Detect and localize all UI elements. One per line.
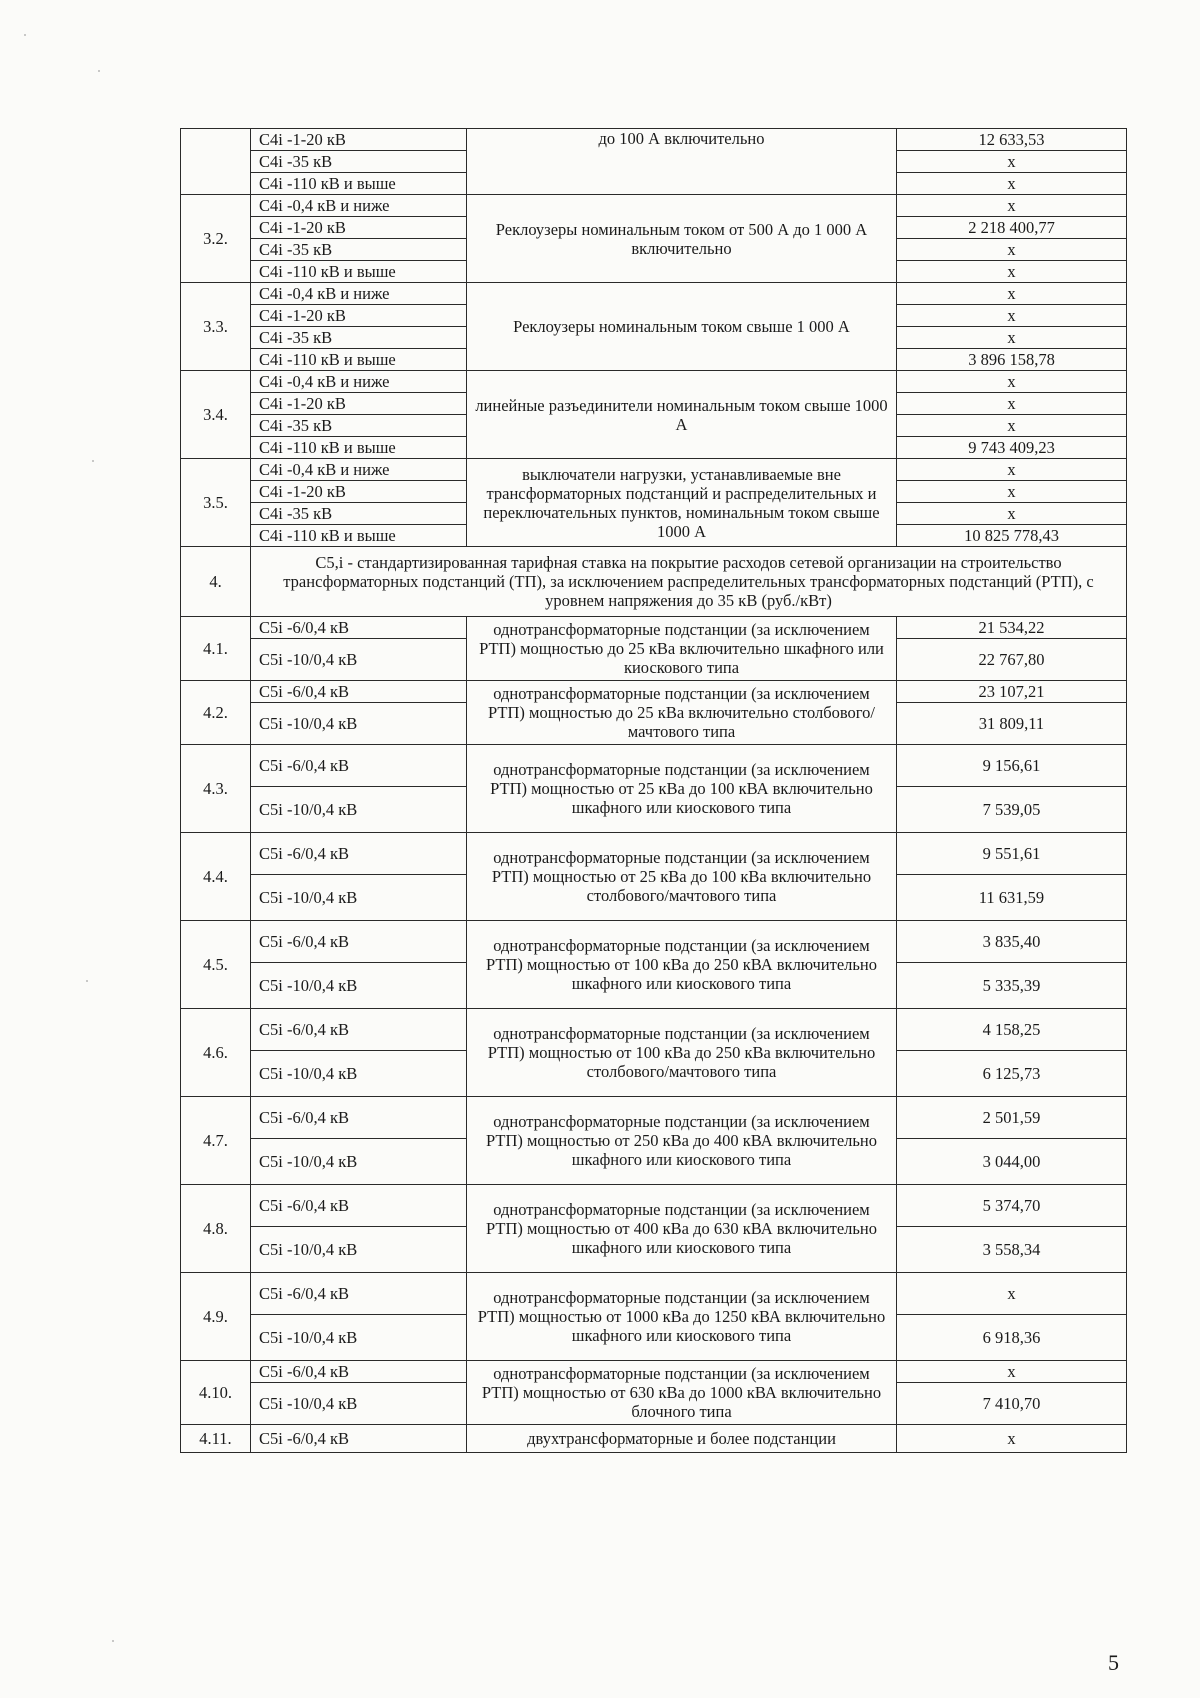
rate-value-cell: x bbox=[897, 1273, 1127, 1315]
table-row bbox=[181, 1425, 1127, 1453]
description-cell: однотрансформаторные подстанции (за исключением РТП) мощностью до 25 кВа включительно шкафного или киоскового типа bbox=[467, 617, 897, 681]
rate-value-cell: 2 501,59 bbox=[897, 1097, 1127, 1139]
voltage-level-cell: C4i -35 кВ bbox=[251, 503, 467, 525]
rate-value-cell: 22 767,80 bbox=[897, 639, 1127, 681]
voltage-level-cell: C4i -0,4 кВ и ниже bbox=[251, 371, 467, 393]
voltage-level-cell: C5i -6/0,4 кВ bbox=[251, 745, 467, 787]
rate-value-cell: 5 374,70 bbox=[897, 1185, 1127, 1227]
table-row bbox=[181, 617, 1127, 639]
voltage-level-cell: C5i -10/0,4 кВ bbox=[251, 1227, 467, 1273]
row-number-cell: 4. bbox=[181, 547, 251, 617]
description-cell: однотрансформаторные подстанции (за исключением РТП) мощностью от 25 кВа до 100 кВА включительно шкафного или киоскового типа bbox=[467, 745, 897, 833]
rate-value-cell: 5 335,39 bbox=[897, 963, 1127, 1009]
rate-value-cell: x bbox=[897, 305, 1127, 327]
voltage-level-cell: C4i -110 кВ и выше bbox=[251, 173, 467, 195]
rate-value-cell: 9 551,61 bbox=[897, 833, 1127, 875]
scan-speck bbox=[112, 1640, 114, 1642]
table-row bbox=[181, 1097, 1127, 1139]
row-number-cell: 3.2. bbox=[181, 195, 251, 283]
voltage-level-cell: C5i -6/0,4 кВ bbox=[251, 833, 467, 875]
table-row bbox=[181, 833, 1127, 875]
voltage-level-cell: C4i -35 кВ bbox=[251, 151, 467, 173]
rate-value-cell: 12 633,53 bbox=[897, 129, 1127, 151]
table-row bbox=[181, 129, 1127, 151]
rate-value-cell: x bbox=[897, 393, 1127, 415]
rate-value-cell: x bbox=[897, 327, 1127, 349]
rate-value-cell: x bbox=[897, 503, 1127, 525]
voltage-level-cell: C4i -1-20 кВ bbox=[251, 305, 467, 327]
voltage-level-cell: C5i -10/0,4 кВ bbox=[251, 787, 467, 833]
rate-value-cell: 9 743 409,23 bbox=[897, 437, 1127, 459]
row-number-cell: 4.7. bbox=[181, 1097, 251, 1185]
table-row bbox=[181, 921, 1127, 963]
row-number-cell bbox=[181, 129, 251, 195]
voltage-level-cell: C4i -110 кВ и выше bbox=[251, 349, 467, 371]
description-cell: однотрансформаторные подстанции (за исключением РТП) мощностью от 100 кВа до 250 кВА включительно шкафного или киоскового типа bbox=[467, 921, 897, 1009]
description-cell: однотрансформаторные подстанции (за исключением РТП) мощностью от 400 кВа до 630 кВА включительно шкафного или киоскового типа bbox=[467, 1185, 897, 1273]
voltage-level-cell: C4i -35 кВ bbox=[251, 239, 467, 261]
voltage-level-cell: C4i -110 кВ и выше bbox=[251, 525, 467, 547]
scan-speck bbox=[24, 34, 26, 36]
row-number-cell: 3.3. bbox=[181, 283, 251, 371]
description-cell: Реклоузеры номинальным током свыше 1 000 А bbox=[467, 283, 897, 371]
voltage-level-cell: C4i -110 кВ и выше bbox=[251, 261, 467, 283]
voltage-level-cell: C5i -6/0,4 кВ bbox=[251, 681, 467, 703]
row-number-cell: 4.4. bbox=[181, 833, 251, 921]
voltage-level-cell: C5i -10/0,4 кВ bbox=[251, 1315, 467, 1361]
description-cell: однотрансформаторные подстанции (за исключением РТП) мощностью от 100 кВа до 250 кВа включительно столбового/мачтового типа bbox=[467, 1009, 897, 1097]
voltage-level-cell: C4i -0,4 кВ и ниже bbox=[251, 283, 467, 305]
description-cell: однотрансформаторные подстанции (за исключением РТП) мощностью от 250 кВа до 400 кВА включительно шкафного или киоскового типа bbox=[467, 1097, 897, 1185]
voltage-level-cell: C5i -6/0,4 кВ bbox=[251, 617, 467, 639]
rate-value-cell: x bbox=[897, 459, 1127, 481]
voltage-level-cell: C5i -6/0,4 кВ bbox=[251, 1273, 467, 1315]
description-cell: линейные разъединители номинальным током свыше 1000 А bbox=[467, 371, 897, 459]
voltage-level-cell: C4i -0,4 кВ и ниже bbox=[251, 195, 467, 217]
table-row bbox=[181, 745, 1127, 787]
description-cell: однотрансформаторные подстанции (за исключением РТП) мощностью от 25 кВа до 100 кВа включительно столбового/мачтового типа bbox=[467, 833, 897, 921]
description-cell: до 100 А включительно bbox=[467, 129, 897, 195]
voltage-level-cell: C5i -10/0,4 кВ bbox=[251, 1383, 467, 1425]
voltage-level-cell: C4i -35 кВ bbox=[251, 415, 467, 437]
rate-value-cell: 7 410,70 bbox=[897, 1383, 1127, 1425]
section-header-row bbox=[181, 547, 1127, 617]
rate-value-cell: 31 809,11 bbox=[897, 703, 1127, 745]
rate-value-cell: x bbox=[897, 173, 1127, 195]
rate-value-cell: 2 218 400,77 bbox=[897, 217, 1127, 239]
table-row bbox=[181, 371, 1127, 393]
table-row bbox=[181, 283, 1127, 305]
scan-speck bbox=[98, 70, 100, 72]
rate-value-cell: 6 918,36 bbox=[897, 1315, 1127, 1361]
voltage-level-cell: C4i -35 кВ bbox=[251, 327, 467, 349]
table-row bbox=[181, 195, 1127, 217]
tariff-table bbox=[180, 128, 1127, 1453]
voltage-level-cell: C5i -6/0,4 кВ bbox=[251, 1361, 467, 1383]
rate-value-cell: 6 125,73 bbox=[897, 1051, 1127, 1097]
rate-value-cell: 21 534,22 bbox=[897, 617, 1127, 639]
row-number-cell: 4.3. bbox=[181, 745, 251, 833]
voltage-level-cell: C5i -6/0,4 кВ bbox=[251, 1009, 467, 1051]
voltage-level-cell: C4i -1-20 кВ bbox=[251, 129, 467, 151]
rate-value-cell: 10 825 778,43 bbox=[897, 525, 1127, 547]
rate-value-cell: x bbox=[897, 1425, 1127, 1453]
rate-value-cell: x bbox=[897, 283, 1127, 305]
voltage-level-cell: C5i -6/0,4 кВ bbox=[251, 921, 467, 963]
row-number-cell: 4.1. bbox=[181, 617, 251, 681]
row-number-cell: 4.5. bbox=[181, 921, 251, 1009]
scan-speck bbox=[86, 980, 88, 982]
page-number: 5 bbox=[1108, 1650, 1119, 1675]
rate-value-cell: x bbox=[897, 261, 1127, 283]
voltage-level-cell: C5i -6/0,4 кВ bbox=[251, 1425, 467, 1453]
voltage-level-cell: C5i -10/0,4 кВ bbox=[251, 1051, 467, 1097]
voltage-level-cell: C4i -1-20 кВ bbox=[251, 217, 467, 239]
rate-value-cell: 11 631,59 bbox=[897, 875, 1127, 921]
voltage-level-cell: C5i -10/0,4 кВ bbox=[251, 1139, 467, 1185]
row-number-cell: 3.4. bbox=[181, 371, 251, 459]
table-row bbox=[181, 1273, 1127, 1315]
table-row bbox=[181, 1185, 1127, 1227]
rate-value-cell: x bbox=[897, 151, 1127, 173]
table-row bbox=[181, 1361, 1127, 1383]
rate-value-cell: 23 107,21 bbox=[897, 681, 1127, 703]
voltage-level-cell: C4i -1-20 кВ bbox=[251, 393, 467, 415]
rate-value-cell: 3 896 158,78 bbox=[897, 349, 1127, 371]
voltage-level-cell: C5i -10/0,4 кВ bbox=[251, 963, 467, 1009]
table-row bbox=[181, 681, 1127, 703]
row-number-cell: 4.6. bbox=[181, 1009, 251, 1097]
scan-speck bbox=[92, 460, 94, 462]
description-cell: выключатели нагрузки, устанавливаемые вне трансформаторных подстанций и распределительных и переключательных пунктов, номинальным током свыше 1000 А bbox=[467, 459, 897, 547]
row-number-cell: 3.5. bbox=[181, 459, 251, 547]
row-number-cell: 4.11. bbox=[181, 1425, 251, 1453]
description-cell: двухтрансформаторные и более подстанции bbox=[467, 1425, 897, 1453]
voltage-level-cell: C5i -6/0,4 кВ bbox=[251, 1185, 467, 1227]
rate-value-cell: 9 156,61 bbox=[897, 745, 1127, 787]
rate-value-cell: 4 158,25 bbox=[897, 1009, 1127, 1051]
row-number-cell: 4.9. bbox=[181, 1273, 251, 1361]
rate-value-cell: x bbox=[897, 415, 1127, 437]
rate-value-cell: x bbox=[897, 195, 1127, 217]
rate-value-cell: x bbox=[897, 239, 1127, 261]
rate-value-cell: 3 558,34 bbox=[897, 1227, 1127, 1273]
rate-value-cell: x bbox=[897, 481, 1127, 503]
rate-value-cell: 7 539,05 bbox=[897, 787, 1127, 833]
voltage-level-cell: C4i -110 кВ и выше bbox=[251, 437, 467, 459]
table-row bbox=[181, 459, 1127, 481]
table-row bbox=[181, 1009, 1127, 1051]
section-heading-cell: C5,i - стандартизированная тарифная ставка на покрытие расходов сетевой организации на строительство трансформаторных подстанций (ТП), за исключением распределительных трансформаторных подстанций (РТП), с уровнем напряжения до 35 кВ (руб./кВт) bbox=[251, 547, 1127, 617]
rate-value-cell: x bbox=[897, 1361, 1127, 1383]
voltage-level-cell: C4i -1-20 кВ bbox=[251, 481, 467, 503]
rate-value-cell: 3 044,00 bbox=[897, 1139, 1127, 1185]
description-cell: однотрансформаторные подстанции (за исключением РТП) мощностью от 1000 кВа до 1250 кВА включительно шкафного или киоскового типа bbox=[467, 1273, 897, 1361]
row-number-cell: 4.8. bbox=[181, 1185, 251, 1273]
rate-value-cell: 3 835,40 bbox=[897, 921, 1127, 963]
description-cell: однотрансформаторные подстанции (за исключением РТП) мощностью от 630 кВа до 1000 кВА включительно блочного типа bbox=[467, 1361, 897, 1425]
description-cell: Реклоузеры номинальным током от 500 А до 1 000 А включительно bbox=[467, 195, 897, 283]
row-number-cell: 4.10. bbox=[181, 1361, 251, 1425]
row-number-cell: 4.2. bbox=[181, 681, 251, 745]
rate-value-cell: x bbox=[897, 371, 1127, 393]
voltage-level-cell: C4i -0,4 кВ и ниже bbox=[251, 459, 467, 481]
voltage-level-cell: C5i -6/0,4 кВ bbox=[251, 1097, 467, 1139]
voltage-level-cell: C5i -10/0,4 кВ bbox=[251, 703, 467, 745]
voltage-level-cell: C5i -10/0,4 кВ bbox=[251, 639, 467, 681]
voltage-level-cell: C5i -10/0,4 кВ bbox=[251, 875, 467, 921]
description-cell: однотрансформаторные подстанции (за исключением РТП) мощностью до 25 кВа включительно столбового/мачтового типа bbox=[467, 681, 897, 745]
